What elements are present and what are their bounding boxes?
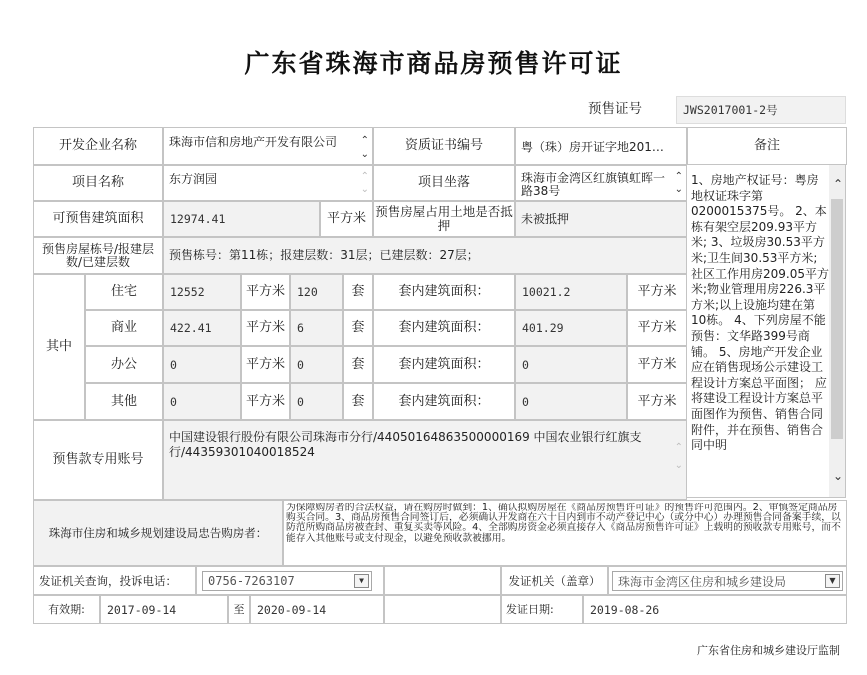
breakdown-type-label: 商业 [85,310,163,346]
contact-label: 发证机关查询，投诉电话： [33,566,196,595]
presale-area-field[interactable]: 12974.41 [163,201,320,237]
building-floors-value: 预售栋号：第11栋；报建层数：31层；已建层数：27层； [169,249,479,262]
issue-date-label: 发证日期: [501,595,583,624]
chevron-down-icon[interactable]: ▼ [354,574,369,588]
scroll-up-icon[interactable]: ⌃ [674,171,683,182]
scroll-up-icon: ⌃ [674,442,683,453]
warning-label: 珠海市住房和城乡规划建设局忠告购房者： [33,500,283,566]
validity-to-field[interactable]: 2020-09-14 [250,595,384,624]
footer-note: 广东省住房和城乡建设厅监制 [697,644,840,657]
project-location-field[interactable] [515,165,687,201]
developer-label: 开发企业名称 [33,127,163,165]
chevron-down-icon[interactable]: ▼ [825,574,840,588]
cert-number-label: 资质证书编号 [373,127,515,165]
breakdown-type-label: 办公 [85,346,163,383]
breakdown-area-field[interactable]: 0 [163,346,241,383]
area-unit-label: 平方米 [241,383,290,420]
mortgage-label: 预售房屋占用土地是否抵押 [373,201,515,237]
presale-area-unit: 平方米 [320,201,373,237]
scroll-down-icon: ⌄ [360,184,369,195]
mortgage-field[interactable] [515,201,687,237]
developer-scrollbar[interactable] [356,128,372,164]
inner-area-label: 套内建筑面积： [373,346,515,383]
project-name-value: 东方润园 [169,173,218,186]
account-field[interactable] [163,420,687,500]
developer-value: 珠海市信和房地产开发有限公司 [169,136,338,149]
cert-number-field[interactable] [515,127,687,165]
inner-area-unit: 平方米 [627,383,687,420]
inner-area-unit: 平方米 [627,274,687,310]
inner-area-field[interactable]: 0 [515,383,627,420]
permit-number-label: 预售证号 [588,101,642,117]
scroll-down-icon: ⌄ [674,460,683,471]
account-scrollbar[interactable] [670,421,686,499]
issuer-cell [608,566,847,595]
developer-field[interactable] [163,127,373,165]
breakdown-count-field[interactable]: 6 [290,310,343,346]
inner-area-label: 套内建筑面积： [373,383,515,420]
scroll-up-icon: ⌃ [360,171,369,182]
breakdown-group-label: 其中 [33,274,85,420]
validity-from-field[interactable]: 2017-09-14 [100,595,228,624]
notes-scroll-thumb[interactable] [831,199,843,439]
issuer-select[interactable] [612,571,843,591]
project-name-scrollbar[interactable] [356,166,372,200]
breakdown-count-field[interactable]: 120 [290,274,343,310]
presale-area-label: 可预售建筑面积 [33,201,163,237]
inner-area-unit: 平方米 [627,310,687,346]
scroll-down-icon[interactable]: ⌄ [832,469,843,483]
count-unit-label: 套 [343,274,373,310]
notes-text: 1、房地产权证号：粤房地权证珠字第0200015375号。 2、本栋有架空层209.93平方米; 3、垃圾房30.53平方米;卫生间30.53平方米;社区工作用房209.05平方米;物业管理用房226.3平方米;以上设施均建在第10栋。 4、下列房屋不能预售：文华路399号商铺。 5、房地产开发企业应在销售现场公示建设工程设计方案总平面图； 应将建设工程设计方案总平面图作为预售、销售合同附件，并在预售、销售合同中明 [691,173,829,453]
breakdown-count-field[interactable]: 0 [290,346,343,383]
inner-area-field[interactable]: 401.29 [515,310,627,346]
building-floors-field[interactable] [163,237,687,274]
scroll-up-icon[interactable]: ⌃ [832,177,843,191]
issue-date-field[interactable]: 2019-08-26 [583,595,847,624]
phone-cell [196,566,384,595]
scroll-down-icon[interactable]: ⌄ [360,149,369,160]
issuer-label: 发证机关（盖章） [501,566,608,595]
validity-spacer [384,595,501,624]
inner-area-label: 套内建筑面积： [373,274,515,310]
breakdown-type-label: 其他 [85,383,163,420]
project-location-label: 项目坐落 [373,165,515,201]
count-unit-label: 套 [343,383,373,420]
validity-to-label: 至 [228,595,250,624]
inner-area-unit: 平方米 [627,346,687,383]
inner-area-field[interactable]: 10021.2 [515,274,627,310]
breakdown-type-label: 住宅 [85,274,163,310]
scroll-up-icon[interactable]: ⌃ [360,135,369,146]
cert-number-value: 粤（珠）房开证字地201… [521,141,664,154]
area-unit-label: 平方米 [241,274,290,310]
inner-area-field[interactable]: 0 [515,346,627,383]
project-location-value: 珠海市金湾区红旗镇虹晖一路38号 [521,172,666,198]
breakdown-area-field[interactable]: 422.41 [163,310,241,346]
project-name-label: 项目名称 [33,165,163,201]
notes-field[interactable] [686,164,846,498]
area-unit-label: 平方米 [241,310,290,346]
count-unit-label: 套 [343,310,373,346]
breakdown-count-field[interactable]: 0 [290,383,343,420]
mortgage-value: 未被抵押 [521,213,570,226]
contact-spacer [384,566,501,595]
phone-value: 0756-7263107 [208,574,295,588]
warning-box [283,500,847,566]
count-unit-label: 套 [343,346,373,383]
location-scrollbar[interactable] [670,166,686,200]
notes-header: 备注 [687,127,847,165]
validity-label: 有效期: [33,595,100,624]
area-unit-label: 平方米 [241,346,290,383]
account-label: 预售款专用账号 [33,420,163,500]
warning-text: 为保障购房者的合法权益，请在购房时做到：1、确认拟购房屋在《商品房预售许可证》的预售许可范围内。2、审慎签定商品房购买合同。3、商品房预售合同签订后，必须确认开发商在六十日内到市不动产登记中心（或分中心）办理预售合同备案手续，以防范所购商品房被查封、重复买卖等风险。4、全部购房资金必须直接存入《商品房预售许可证》上载明的预收款专用账号，而不能存入其他账号或支付现金，以避免预收款被挪用。 [286,503,841,544]
building-floors-label: 预售房屋栋号/报建层数/已建层数 [33,237,163,274]
breakdown-area-field[interactable]: 0 [163,383,241,420]
breakdown-area-field[interactable]: 12552 [163,274,241,310]
permit-number-field[interactable]: JWS2017001-2号 [676,96,846,124]
project-name-field[interactable] [163,165,373,201]
notes-scrollbar[interactable] [829,165,845,497]
inner-area-label: 套内建筑面积： [373,310,515,346]
page-title: 广东省珠海市商品房预售许可证 [244,49,623,78]
phone-select[interactable] [202,571,372,591]
account-value: 中国建设银行股份有限公司珠海市分行/44050164863500000169 中国农业银行红旗支行/44359301040018524 [169,430,642,459]
scroll-down-icon[interactable]: ⌄ [674,184,683,195]
issuer-value: 珠海市金湾区住房和城乡建设局 [618,574,787,589]
